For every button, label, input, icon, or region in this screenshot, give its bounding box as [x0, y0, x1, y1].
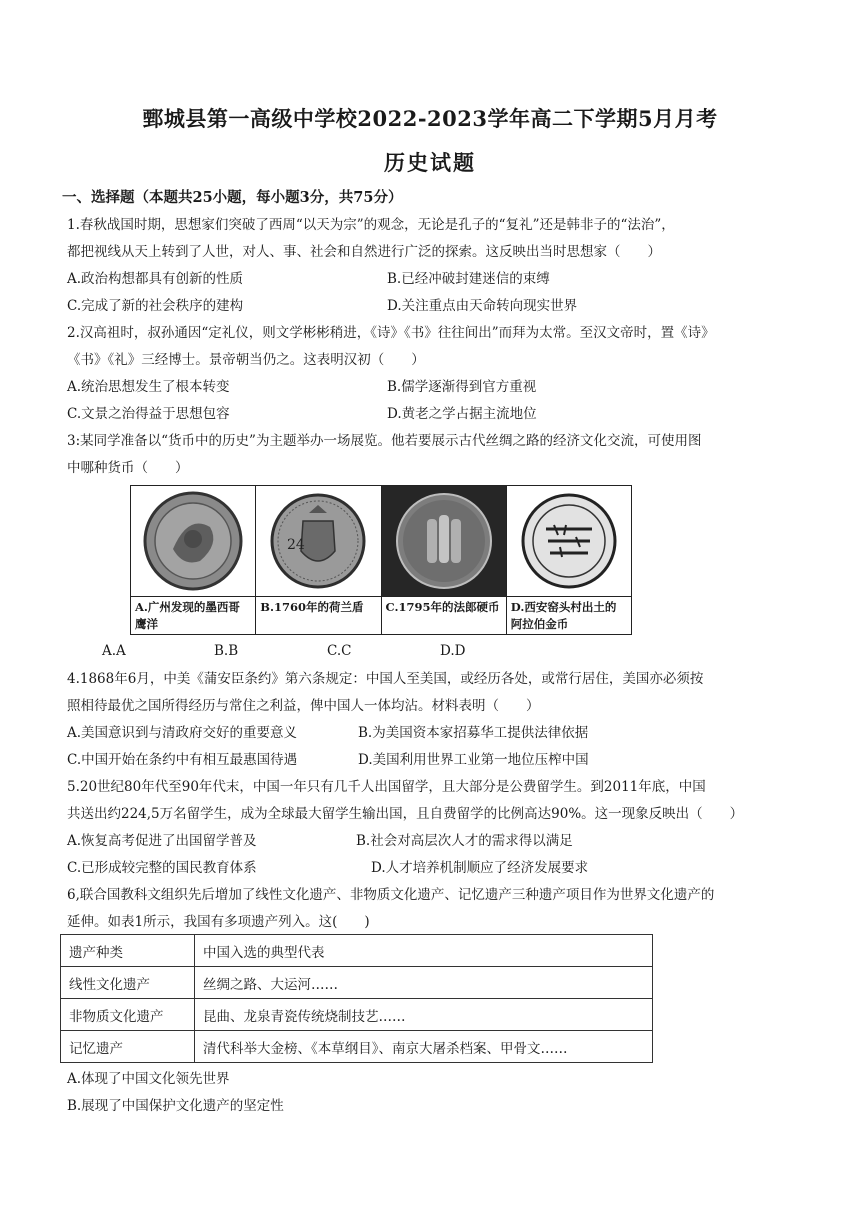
coin-cell-c — [382, 486, 507, 634]
q1-option-c: C.完成了新的社会秩序的建构 — [67, 298, 244, 314]
q4-stem-line1: 4.1868年6月，中美《蒲安臣条约》第六条规定：中国人至美国，或经历各处，或常行居住，美国亦必须按 — [67, 671, 704, 687]
q6-option-a: A.体现了中国文化领先世界 — [67, 1071, 230, 1087]
q6-stem-line2: 延伸。如表1所示，我国有多项遗产列入。这( ) — [67, 914, 370, 930]
q4-stem-line2: 照相待最优之国所得经历与常住之利益，俾中国人一体均沾。材料表明（ ） — [67, 698, 540, 714]
q2-option-d: D.黄老之学占据主流地位 — [387, 406, 537, 422]
q2-option-a: A.统治思想发生了根本转变 — [67, 379, 230, 395]
coin-caption-d: D.西安窑头村出土的阿拉伯金币 — [507, 596, 631, 634]
table-cell: 中国入选的典型代表 — [195, 935, 653, 967]
table-cell: 昆曲、龙泉青瓷传统烧制技艺…… — [195, 999, 653, 1031]
coin-image-c — [382, 486, 506, 596]
coin-caption-a: A.广州发现的墨西哥鹰洋 — [131, 596, 255, 634]
heritage-table — [60, 934, 653, 1063]
table-cell: 遗产种类 — [61, 935, 195, 967]
coin-cell-a — [131, 486, 256, 634]
table-row — [61, 999, 653, 1031]
q3-option-c: C.C — [327, 643, 352, 659]
coin-caption-c: C.1795年的法郎硬币 — [382, 596, 506, 634]
table-row — [61, 967, 653, 999]
q2-option-b: B.儒学逐渐得到官方重视 — [387, 379, 537, 395]
q5-stem-line1: 5.20世纪80年代至90年代末，中国一年只有几千人出国留学，且大部分是公费留学生。到2011年底，中国 — [67, 779, 706, 795]
exam-title: 鄄城县第一高级中学校2022-2023学年高二下学期5月月考 — [142, 106, 718, 131]
svg-text:24: 24 — [287, 537, 306, 553]
table-cell: 记忆遗产 — [61, 1031, 195, 1063]
q6-option-b: B.展现了中国保护文化遗产的坚定性 — [67, 1098, 284, 1114]
table-cell: 线性文化遗产 — [61, 967, 195, 999]
table-row — [61, 935, 653, 967]
table-cell: 丝绸之路、大运河…… — [195, 967, 653, 999]
coin-cell-b — [256, 486, 381, 634]
q4-option-c: C.中国开始在条约中有相互最惠国待遇 — [67, 752, 298, 768]
q3-option-b: B.B — [214, 643, 239, 659]
q6-stem-line1: 6,联合国教科文组织先后增加了线性文化遗产、非物质文化遗产、记忆遗产三种遗产项目作为世界文化遗产的 — [67, 887, 715, 903]
coin-image-d — [507, 486, 631, 596]
q1-stem-line2: 都把视线从天上转到了人世，对人、事、社会和自然进行广泛的探索。这反映出当时思想家（ ） — [67, 244, 661, 260]
table-cell: 清代科举大金榜、《本草纲目》、南京大屠杀档案、甲骨文…… — [195, 1031, 653, 1063]
q3-option-a: A.A — [102, 643, 126, 659]
q1-option-d: D.关注重点由天命转向现实世界 — [387, 298, 578, 314]
coin-image-a — [131, 486, 255, 596]
q5-option-c: C.已形成较完整的国民教育体系 — [67, 860, 257, 876]
q3-option-d: D.D — [440, 643, 466, 659]
coin-figure — [130, 485, 632, 635]
q3-stem-line1: 3:某同学准备以“货币中的历史”为主题举办一场展览。他若要展示古代丝绸之路的经济文化交流，可使用图 — [67, 433, 702, 449]
q1-stem-line1: 1.春秋战国时期，思想家们突破了西周“以天为宗”的观念，无论是孔子的“复礼”还是韩非子的“法治”， — [67, 217, 675, 233]
section-heading: 一、选择题（本题共25小题，每小题3分，共75分） — [62, 189, 403, 206]
q1-option-a: A.政治构想都具有创新的性质 — [67, 271, 244, 287]
q3-stem-line2: 中哪种货币（ ） — [67, 460, 189, 476]
table-cell: 非物质文化遗产 — [61, 999, 195, 1031]
exam-subtitle: 历史试题 — [384, 150, 476, 175]
q5-option-b: B.社会对高层次人才的需求得以满足 — [356, 833, 573, 849]
q4-option-a: A.美国意识到与清政府交好的重要意义 — [67, 725, 298, 741]
q5-option-a: A.恢复高考促进了出国留学普及 — [67, 833, 257, 849]
q2-option-c: C.文景之治得益于思想包容 — [67, 406, 230, 422]
q5-stem-line2: 共送出约224,5万名留学生，成为全球最大留学生输出国，且自费留学的比例高达90%。这一现象反映出（ ） — [67, 806, 744, 822]
coin-image-b — [256, 486, 380, 596]
q1-option-b: B.已经冲破封建迷信的束缚 — [387, 271, 550, 287]
q4-option-b: B.为美国资本家招募华工提供法律依据 — [358, 725, 589, 741]
q4-option-d: D.美国利用世界工业第一地位压榨中国 — [358, 752, 589, 768]
coin-caption-b: B.1760年的荷兰盾 — [256, 596, 380, 634]
q2-stem-line2: 《书》《礼》三经博士。景帝朝当仍之。这表明汉初（ ） — [67, 352, 425, 368]
q2-stem-line1: 2.汉高祖时，叔孙通因“定礼仪，则文学彬彬稍进，《诗》《书》往往间出”而拜为太常。至汉文帝时，置《诗》 — [67, 325, 715, 341]
q5-option-d: D.人才培养机制顺应了经济发展要求 — [371, 860, 589, 876]
table-row — [61, 1031, 653, 1063]
coin-cell-d — [507, 486, 631, 634]
